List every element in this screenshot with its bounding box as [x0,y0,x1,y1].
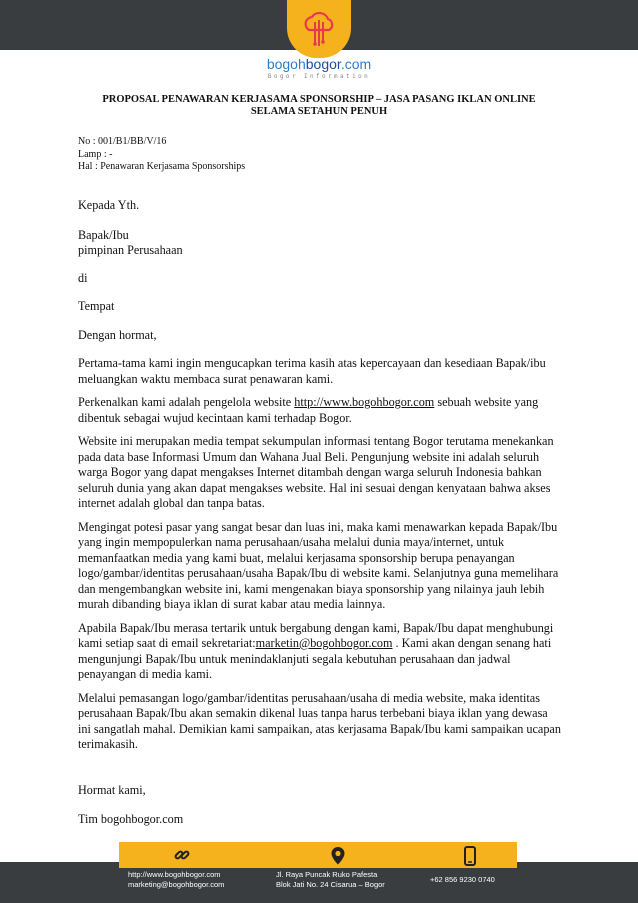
email-link[interactable]: marketin@bogohbogor.com [255,636,393,650]
salutation: Dengan hormat, [78,327,157,342]
footer-phone: +62 856 9230 0740 [430,875,495,884]
brand-tagline: Bogor Information [267,73,371,80]
cloud-logo-icon [301,8,337,48]
paragraph-5: Apabila Bapak/Ibu merasa tertarik untuk bergabung dengan kami, Bapak/Ibu dapat menghubungi kami setiap saat di email sekretariat:marketin@bogohbogor.com . Kami akan dengan senang hati mengunjungi Bapak/Ibu untuk menindaklanjuti segala kebutuhan perusahaan dan jadwal penayangan di media kami. [78,620,554,681]
logo-tab [287,0,351,58]
recipient-line-1: Bapak/Ibu [78,227,129,242]
footer-address-line-2: Blok Jati No. 24 Cisarua – Bogor [276,879,385,889]
paragraph-2: Perkenalkan kami adalah pengelola website http://www.bogohbogor.com sebuah website yang dibentuk sebagai wujud kecintaan kami terhadap Bogor. [78,395,539,425]
signature: Tim bogohbogor.com [78,812,184,826]
link-icon [173,846,191,864]
footer-email[interactable]: marketing@bogohbogor.com [128,879,225,889]
recipient-line-2: pimpinan Perusahaan [78,243,183,257]
paragraph-6: Melalui pemasangan logo/gambar/identitas perusahaan/usaha di media website, maka identitas perusahaan Bapak/Ibu akan semakin dikenal luas tanpa harus terbebani biaya iklan yang dewasa ini sangatlah mahal. Demikian kami sampaikan, atas kerjasama Bapak/Ibu kami sampaikan ucapan terimakasih. [78,690,561,751]
website-link[interactable]: http://www.bogohbogor.com [294,395,435,409]
footer-address [276,870,385,889]
phone-icon [464,846,476,866]
meta-number: No : 001/B1/BB/V/16 [78,136,167,147]
recipient-place: Tempat [78,299,115,313]
recipient-di: di [78,270,88,285]
paragraph-1: Pertama-tama kami ingin mengucapkan terima kasih atas kepercayaan dan kesediaan Bapak/ibu meluangkan waktu membaca surat penawaran kami. [78,356,546,386]
document-title: PROPOSAL PENAWARAN KERJASAMA SPONSORSHIP – JASA PASANG IKLAN ONLINE SELAMA SETAHUN PENUH [102,94,536,117]
meta-attachment: Lamp : - [78,148,113,160]
paragraph-3: Website ini merupakan media tempat sekumpulan informasi tentang Bogor terutama menekankan pada data base Informasi Umum dan Wahana Jual Beli. Pengunjung website ini adalah seluruh warga Bogor yang dapat mengakses Internet ditambah dengan warga seluruh Indonesia bahkan seluruh dunia yang akan dapat mengakses website. Hal ini sesuai dengan kenyataan bahwa akses internet adalah global dan tanpa batas. [78,434,554,510]
closing-line: Hormat kami, [78,782,146,797]
greeting-to: Kepada Yth. [78,198,140,212]
location-pin-icon [330,846,346,866]
letter-body [78,198,562,828]
footer-website[interactable]: http://www.bogohbogor.com [128,870,221,879]
brand-logo-text: bogohbogor.com [266,56,372,72]
footer-address-line-1: Jl. Raya Puncak Ruko Pafesta [276,870,378,879]
meta-subject: Hal : Penawaran Kerjasama Sponsorships [78,161,246,172]
footer-web-contact [128,870,224,889]
paragraph-4: Mengingat potesi pasar yang sangat besar dan luas ini, maka kami menawarkan kepada Bapak/Ibu yang ingin mempopulerkan nama perusahaan/usaha melalui dunia maya/internet, untuk memanfaatkan media yang kami buat, melalui kerjasama sponsorship berupa penayangan logo/gambar/identitas perusahaan/usaha Bapak/Ibu di website kami. Selanjutnya guna memelihara dan mengembangkan website ini, kami mengenakan biaya sponsorship yang nilainya jauh lebih murah dibanding biaya iklan di surat kabar atau media lainnya. [78,519,559,611]
letter-meta [78,136,245,174]
